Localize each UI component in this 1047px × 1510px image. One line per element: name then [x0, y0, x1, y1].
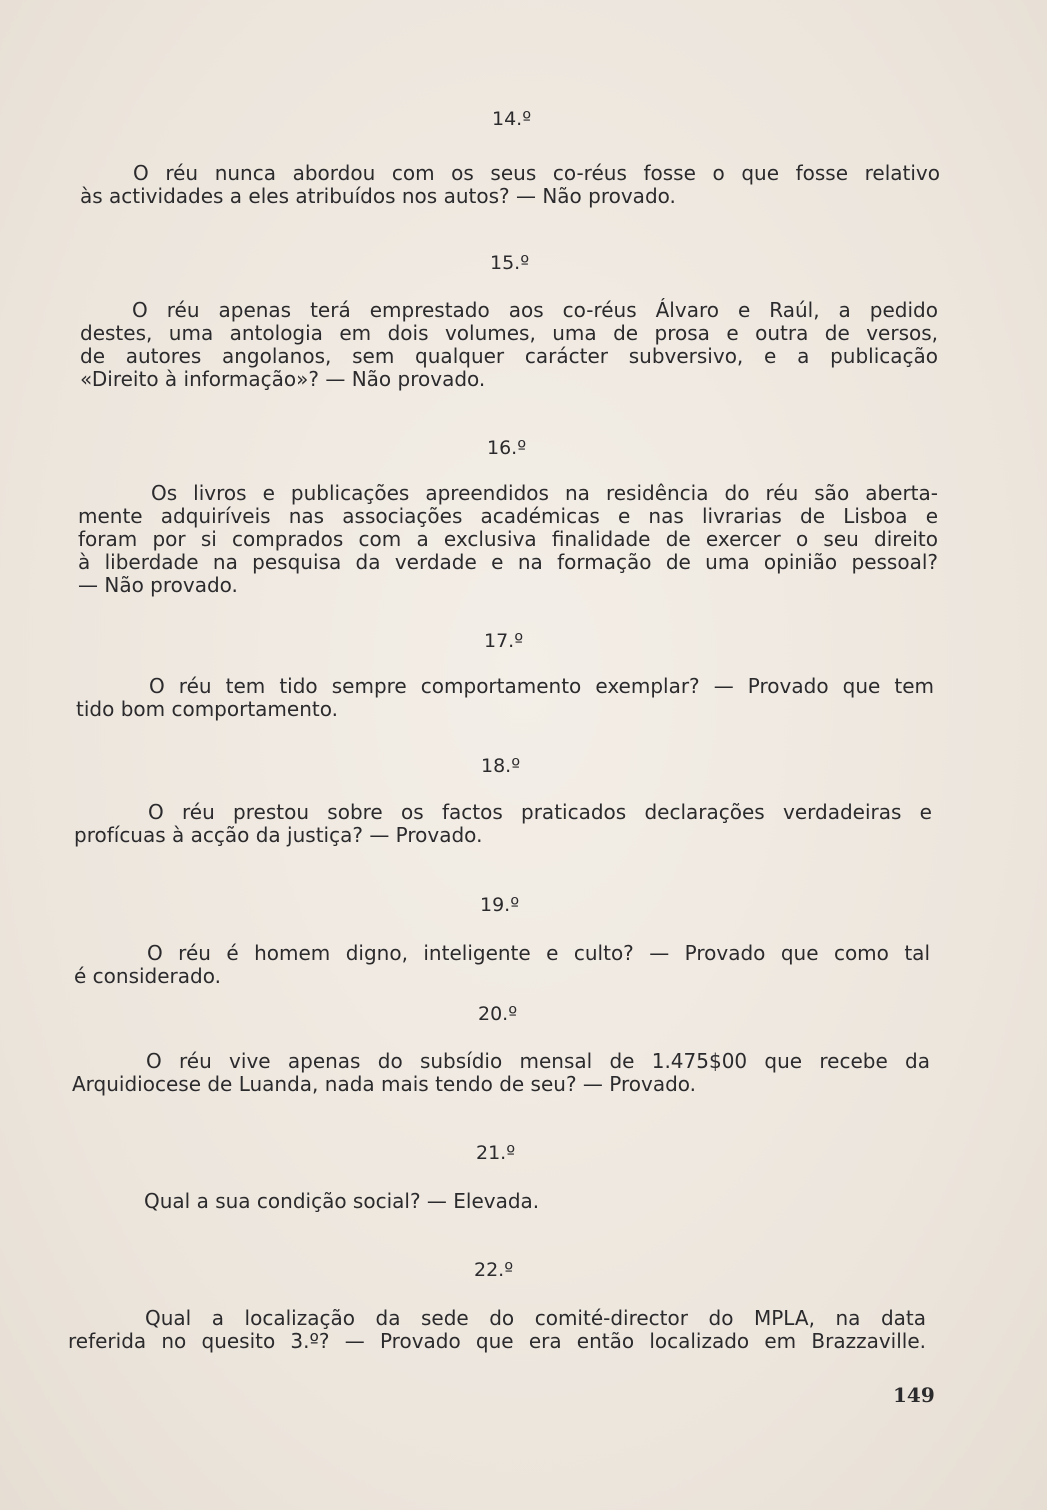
paragraph-line: de autores angolanos, sem qualquer carácter subversivo, e a publicação — [80, 344, 938, 368]
paragraph-line: destes, uma antologia em dois volumes, uma de prosa e outra de versos, — [80, 321, 938, 345]
paragraph-line: O réu tem tido sempre comportamento exemplar? — Provado que tem — [149, 674, 934, 698]
paragraph-line: O réu vive apenas do subsídio mensal de 1.475$00 que recebe da — [146, 1049, 930, 1073]
section-paragraph — [80, 299, 938, 391]
section-paragraph — [144, 1190, 644, 1213]
section-paragraph — [80, 162, 940, 208]
section-number: 20.º — [478, 1003, 518, 1025]
paragraph-line: «Direito à informação»? — Não provado. — [80, 367, 486, 391]
section-number: 15.º — [490, 252, 530, 274]
paragraph-line: Arquidiocese de Luanda, nada mais tendo de seu? — Provado. — [72, 1072, 697, 1096]
paragraph-line: referida no quesito 3.º? — Provado que era então localizado em Brazzaville. — [68, 1329, 926, 1353]
section-paragraph — [76, 675, 934, 721]
section-number: 18.º — [481, 755, 521, 777]
paragraph-line: Os livros e publicações apreendidos na residência do réu são aberta- — [151, 481, 938, 505]
section-number: 22.º — [474, 1259, 514, 1281]
section-paragraph — [78, 482, 938, 597]
section-number: 19.º — [480, 894, 520, 916]
paragraph-line: mente adquiríveis nas associações académicas e nas livrarias de Lisboa e — [78, 504, 938, 528]
paragraph-line: O réu apenas terá emprestado aos co-réus Álvaro e Raúl, a pedido — [132, 298, 938, 322]
section-paragraph — [68, 1307, 926, 1353]
section-number: 17.º — [484, 630, 524, 652]
paragraph-line: às actividades a eles atribuídos nos autos? — Não provado. — [80, 184, 676, 208]
page-number: 149 — [893, 1383, 935, 1407]
paragraph-line: — Não provado. — [78, 573, 238, 597]
paragraph-line: é considerado. — [74, 964, 221, 988]
section-number: 14.º — [492, 108, 532, 130]
paragraph-line: O réu nunca abordou com os seus co-réus fosse o que fosse relativo — [133, 161, 940, 185]
paragraph-line: tido bom comportamento. — [76, 697, 338, 721]
paragraph-line: profícuas à acção da justiça? — Provado. — [74, 823, 483, 847]
paragraph-line: Qual a sua condição social? — Elevada. — [144, 1189, 540, 1213]
section-paragraph — [72, 1050, 930, 1096]
section-paragraph — [74, 801, 932, 847]
paragraph-line: à liberdade na pesquisa da verdade e na formação de uma opinião pessoal? — [78, 550, 938, 574]
paragraph-line: O réu é homem digno, inteligente e culto? — Provado que como tal — [147, 941, 930, 965]
paragraph-line: Qual a localização da sede do comité-director do MPLA, na data — [145, 1306, 926, 1330]
paragraph-line: foram por si comprados com a exclusiva finalidade de exercer o seu direito — [78, 527, 938, 551]
section-number: 16.º — [487, 437, 527, 459]
section-number: 21.º — [476, 1142, 516, 1164]
section-paragraph — [74, 942, 930, 988]
paragraph-line: O réu prestou sobre os factos praticados declarações verdadeiras e — [148, 800, 932, 824]
